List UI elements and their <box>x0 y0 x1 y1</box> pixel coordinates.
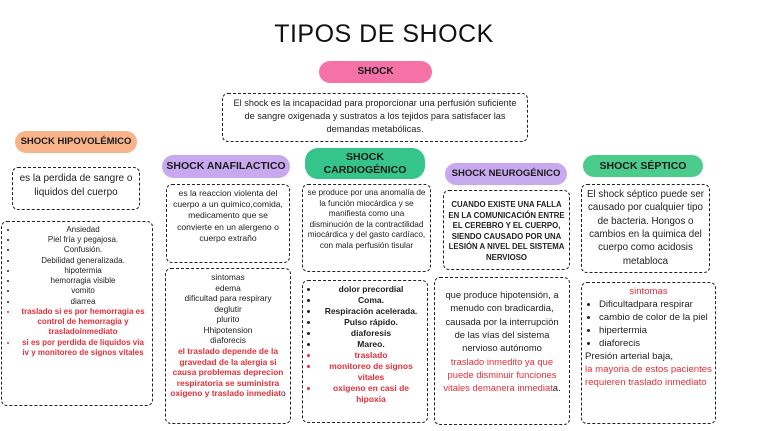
symptom-item: • hipertermia <box>599 325 712 338</box>
treatment-note-text: el traslado depende de la gravedad de la alergia si causa problemas deprecion respiratoria se suministra oxigeno y traslado inmediat <box>170 346 284 399</box>
symptom-item: • diarrea <box>18 297 148 307</box>
septico-symptom-list <box>585 299 712 351</box>
anafilactico-symptoms-box <box>165 268 291 424</box>
treatment-note: la mayoria de estos pacientes requieren traslado inmediato <box>585 363 712 388</box>
septico-pill: SHOCK SÉPTICO <box>583 155 703 177</box>
neurogenico-pill: SHOCK NEUROGÉNICO <box>445 163 567 185</box>
symptom-item: • cambio de color de la piel <box>599 312 712 325</box>
neurogenico-description-box <box>434 277 570 425</box>
symptoms-heading: sintomas <box>629 286 668 297</box>
shock-pill: SHOCK <box>319 61 432 83</box>
symptom-item: • hipotermia <box>18 266 148 276</box>
treatment-note: • traslado si es por hemorragia es control de hemorragia y trasladoinmediato <box>18 307 148 338</box>
symptom-item: • Coma. <box>319 295 423 306</box>
hipovolemico-symptom-list <box>6 225 148 358</box>
symptom-item: • diaforesis <box>319 328 423 339</box>
cardiogenico-pill: SHOCK CARDIOGÉNICO <box>305 148 425 179</box>
symptom-item: edema <box>215 282 241 293</box>
anafilactico-pill: SHOCK ANAFILACTICO <box>162 155 290 178</box>
symptom-item: Hhipotension <box>203 324 253 335</box>
extra-symptom: Presión arterial baja, <box>585 350 673 362</box>
symptom-item: • hemorragia visible <box>18 276 148 286</box>
symptom-item: • Debilidad generalizada. <box>18 256 148 266</box>
cardiogenico-definition-box: se produce por una anomalía de la función miocárdica y se manifiesta como una disminución de la contractilidad miocárdica y del gasto cardíaco, con mala perfusión tisular <box>302 184 431 272</box>
symptom-item: • Ansiedad <box>18 225 148 235</box>
treatment-note-end: o <box>281 388 286 399</box>
septico-definition-box: El shock séptico puede ser causado por cualquier tipo de bacteria. Hongos o cambios en la quimica del cuerpo como acidosis metabloca <box>581 184 710 273</box>
symptom-item: • vomito <box>18 286 148 296</box>
symptom-item: diaforecis <box>210 335 246 346</box>
hipovolemico-definition-box: es la perdida de sangre o liquidos del cuerpo <box>12 167 140 210</box>
symptom-item: • Respiración acelerada. <box>319 306 423 317</box>
symptom-item: • Pulso rápido. <box>319 317 423 328</box>
cardiogenico-symptom-list <box>307 284 423 406</box>
symptom-item: • Dificultadpara respirar <box>599 299 712 312</box>
symptom-item: • Piel fría y pegajosa. <box>18 235 148 245</box>
cardiogenico-symptoms-box <box>302 280 428 423</box>
symptom-item: deglutir <box>214 303 242 314</box>
symptom-item: • Mareo. <box>319 339 423 350</box>
page-title: TIPOS DE SHOCK <box>274 20 494 48</box>
treatment-note: • traslado <box>319 350 423 361</box>
treatment-note: • oxigeno en casi de hipoxia <box>319 383 423 405</box>
hipovolemico-pill: SHOCK HIPOVOLÉMICO <box>15 131 137 153</box>
symptom-item: • Confusión. <box>18 245 148 255</box>
symptom-item: sintomas <box>211 272 245 282</box>
neurogenico-description: que produce hipotensión, a menudo con bradicardia, causada por la interrupción de las vías del sistema nervioso autónomo <box>445 289 559 354</box>
treatment-note: • si es por perdida de liquidos via iv y monitoreo de signos vitales <box>18 338 148 358</box>
treatment-note <box>439 355 565 395</box>
treatment-note: • monitoreo de signos vitales <box>319 361 423 383</box>
shock-definition-box: El shock es la incapacidad para proporcionar una perfusión suficiente de sangre oxigenada y sustratos a los tejidos para satisfacer las demandas metabólicas. <box>222 93 528 142</box>
symptom-item: • dolor precordial <box>319 284 423 295</box>
treatment-note-end: a. <box>552 382 561 394</box>
symptom-item: plurito <box>216 314 240 325</box>
septico-symptoms-box <box>581 282 716 424</box>
symptom-item: • diaforecis <box>599 338 712 351</box>
treatment-note <box>170 346 286 399</box>
anafilactico-definition-box: es la reaccion violenta del cuerpo a un quimico,comida, medicamento que se convierte en un alergeno o cuerpo extraño <box>166 184 290 263</box>
symptom-item: dificultad para respirary <box>184 293 272 304</box>
neurogenico-definition-box: CUANDO EXISTE UNA FALLA EN LA COMUNICACIÓN ENTRE EL CEREBRO Y EL CUERPO, SIENDO CAUSADO POR UNA LESIÓN A NIVEL DEL SISTEMA NERVIOSO <box>443 190 570 270</box>
hipovolemico-symptoms-box <box>1 221 153 406</box>
treatment-note-text: traslado inmedito ya que puede disminuir funciones vitales demanera inmediat <box>443 355 557 394</box>
